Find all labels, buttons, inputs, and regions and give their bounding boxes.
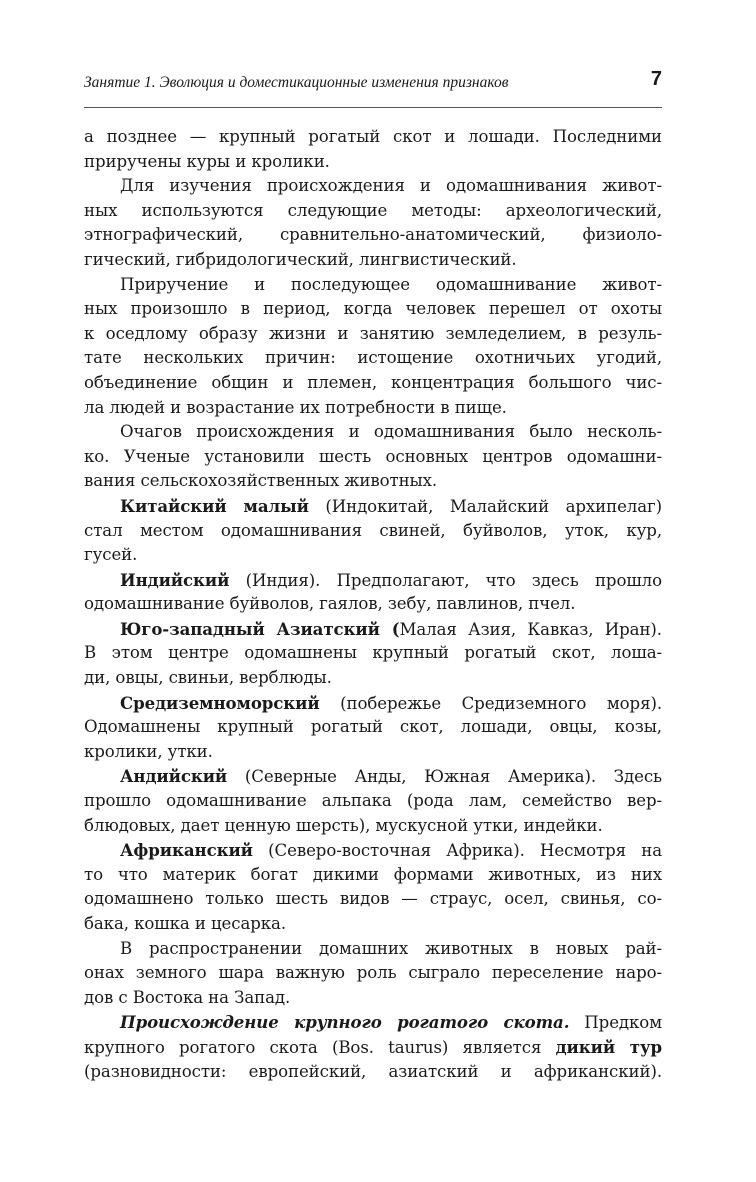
text-line: этнографический, сравнительно-анатомический, физиоло- bbox=[84, 225, 662, 245]
text-line: одомашнено только шесть видов — страус, осел, свинья, со- bbox=[84, 889, 662, 909]
text-line: а позднее — крупный рогатый скот и лошади. Последними bbox=[84, 127, 662, 146]
body-text bbox=[84, 125, 662, 1084]
text-line bbox=[84, 494, 662, 519]
text-line: ди, овцы, свиньи, верблюды. bbox=[84, 668, 332, 688]
text-line: (разновидности: европейский, азиатский и африканский). bbox=[84, 1061, 662, 1081]
text-line: к оседлому образу жизни и занятию земледелием, в резуль- bbox=[84, 323, 662, 343]
text-line: В этом центре одомашнены крупный рогатый скот, лоша- bbox=[84, 643, 662, 663]
text-fragment: (Индия). Предполагают, что здесь прошло bbox=[229, 570, 662, 590]
text-line bbox=[84, 617, 662, 642]
text-fragment: (побережье Средиземного моря). bbox=[319, 693, 662, 713]
page-number: 7 bbox=[650, 68, 662, 90]
text-line bbox=[84, 1010, 662, 1035]
text-line: Для изучения происхождения и одомашнивания живот- bbox=[120, 176, 662, 196]
text-line: объединение общин и племен, концентрация большого чис- bbox=[84, 372, 662, 392]
text-fragment: Предком bbox=[569, 1013, 663, 1033]
center-term: Андийский bbox=[120, 766, 228, 787]
text-line: гусей. bbox=[84, 545, 138, 565]
text-line: одомашнивание буйволов, гаялов, зебу, павлинов, пчел. bbox=[84, 594, 576, 614]
text-fragment: (Северные Анды, Южная Америка). Здесь bbox=[227, 767, 662, 787]
text-line bbox=[84, 691, 662, 716]
header-rule bbox=[84, 107, 662, 108]
text-line: ных используются следующие методы: археологический, bbox=[84, 200, 662, 220]
text-line: блюдовых, дает ценную шерсть), мускусной утки, индейки. bbox=[84, 815, 603, 835]
center-term: Средиземноморский bbox=[120, 692, 320, 713]
text-line: гический, гибридологический, лингвистический. bbox=[84, 249, 517, 269]
text-line: дов с Востока на Запад. bbox=[84, 987, 291, 1007]
text-line bbox=[84, 764, 662, 789]
text-line: Одомашнены крупный рогатый скот, лошади, овцы, козы, bbox=[84, 717, 662, 737]
center-term: Юго-западный Азиатский ( bbox=[120, 618, 400, 639]
text-line: бака, кошка и цесарка. bbox=[84, 914, 286, 933]
text-line bbox=[84, 1035, 662, 1060]
text-line: Приручение и последующее одомашнивание живот- bbox=[120, 274, 662, 294]
text-fragment: (Индокитай, Малайский архипелаг) bbox=[308, 496, 662, 516]
center-term: Индийский bbox=[120, 569, 230, 590]
running-head: Занятие 1. Эволюция и доместикационные изменения признаков bbox=[84, 74, 509, 91]
text-line: ла людей и возрастание их потребности в пище. bbox=[84, 397, 507, 417]
center-term: Африканский bbox=[120, 840, 253, 861]
text-line: вания сельскохозяйственных животных. bbox=[84, 471, 438, 491]
text-fragment: крупного рогатого скота (Bos. taurus) является bbox=[84, 1037, 556, 1057]
text-fragment: Малая Азия, Кавказ, Иран). bbox=[399, 619, 662, 639]
text-line: прошло одомашнивание альпака (рода лам, семейство вер- bbox=[84, 791, 662, 811]
text-line: онах земного шара важную роль сыграло переселение наро- bbox=[84, 963, 662, 983]
text-line: приручены куры и кролики. bbox=[84, 151, 330, 171]
text-line: кролики, утки. bbox=[84, 741, 213, 761]
inline-term: дикий тур bbox=[555, 1036, 662, 1057]
text-line: тате нескольких причин: истощение охотничьих угодий, bbox=[84, 348, 662, 368]
text-fragment: (Северо-восточная Африка). Несмотря на bbox=[252, 841, 662, 861]
text-line: то что материк богат дикими формами животных, из них bbox=[84, 864, 662, 884]
text-line: В распространении домашних животных в новых рай- bbox=[120, 938, 662, 958]
text-line bbox=[84, 568, 662, 593]
text-line: стал местом одомашнивания свиней, буйволов, уток, кур, bbox=[84, 520, 662, 540]
text-line: ко. Ученые установили шесть основных центров одомашни- bbox=[84, 446, 662, 466]
page-header bbox=[84, 64, 662, 104]
text-line: ных произошло в период, когда человек перешел от охоты bbox=[84, 299, 662, 319]
section-term: Происхождение крупного рогатого скота. bbox=[120, 1012, 570, 1033]
center-term: Китайский малый bbox=[120, 495, 309, 516]
text-line: Очагов происхождения и одомашнивания было несколь- bbox=[120, 422, 662, 442]
text-line bbox=[84, 838, 662, 863]
